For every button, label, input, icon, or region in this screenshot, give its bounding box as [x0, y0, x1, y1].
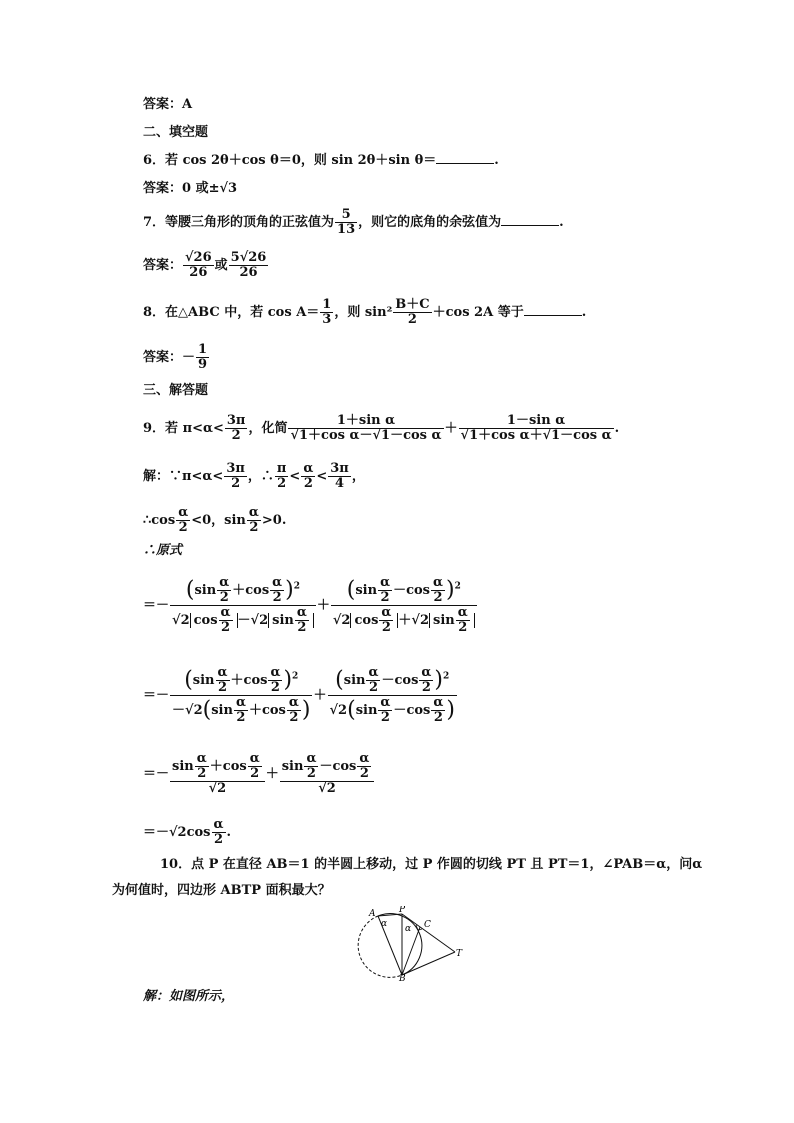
- s9-f3: $\frac{\alpha}{2}$: [303, 461, 314, 491]
- s9-l1d: <: [316, 469, 328, 484]
- a7-frac1: $\frac{√26}{26}$: [185, 250, 212, 280]
- q7-end: .: [559, 215, 564, 230]
- s9-expr3: [143, 752, 375, 796]
- q8-frac2: $\frac{B+C}{2}$: [395, 297, 430, 327]
- q9-frac3: $\frac{\text{1－sin α}}{\text{√1＋cos α＋√1－cos α}}$: [460, 413, 612, 443]
- q8-text1: 8．在△ABC 中，若 cos A＝: [143, 305, 320, 320]
- s9-final-half: $\frac{\alpha}{2}$: [213, 817, 224, 847]
- q7-blank: [501, 213, 559, 226]
- q8-end: .: [581, 305, 587, 320]
- s9-minus2: －: [156, 688, 170, 703]
- q8-frac1: $\frac{1}{3}$: [322, 297, 332, 327]
- s9-plus1: ＋: [316, 598, 330, 613]
- a7-or: 或: [214, 258, 228, 273]
- s9-minus1: －: [156, 598, 170, 613]
- s9-final-text: ＝－√2cos: [143, 825, 211, 840]
- s9-e3-frac2: sin $\frac{\alpha}{2}$ －cos $\frac{\alpha}{2}$ √2: [280, 752, 375, 796]
- s9-label: 解：: [143, 469, 170, 484]
- q8-text2: ，则 sin²: [334, 305, 393, 320]
- s9-eq2: ＝: [143, 688, 157, 703]
- question-10-line1: 10．点 P 在直径 AB＝1 的半圆上移动，过 P 作圆的切线 PT 且 PT＝1，∠PAB＝α，问α: [160, 857, 703, 872]
- section-solve-title: 三、解答题: [143, 383, 209, 398]
- s9-f4: $\frac{3\pi}{4}$: [330, 461, 349, 491]
- s9-e2-frac2: (sin $\frac{\alpha}{2}$ －cos $\frac{\alpha}{2}$ )$^2$ √2(sin $\frac{\alpha}{2}$ －cos $\frac{\alpha}{2}$ ): [329, 665, 455, 725]
- s9-f2: $\frac{\pi}{2}$: [276, 461, 287, 491]
- s10-start: 解：如图所示，: [143, 989, 235, 1004]
- section-fill-in-title: 二、填空题: [143, 125, 209, 140]
- question-6: [143, 151, 499, 170]
- q9-frac1: $\frac{3\pi}{2}$: [226, 413, 246, 443]
- segment-BT: [402, 952, 455, 975]
- label-B: B: [399, 974, 406, 982]
- q9-plus: ＋: [444, 421, 458, 436]
- answer-5: 答案：A: [143, 97, 193, 112]
- s9-plus2: ＋: [313, 688, 327, 703]
- q6-num: 6．若: [143, 153, 183, 168]
- s9-l2c: >0.: [261, 513, 287, 528]
- s9-eq1: ＝: [143, 598, 157, 613]
- s9-f1: $\frac{3\pi}{2}$: [226, 461, 245, 491]
- s9-expr1: [143, 576, 478, 635]
- s9-l2b: <0，sin: [191, 513, 246, 528]
- s9-half: $\frac{\alpha}{2}$: [178, 505, 189, 535]
- a8-frac: $\frac{1}{9}$: [198, 342, 208, 372]
- q6-expr: cos 2θ＋cos θ＝0，则 sin 2θ＋sin θ＝: [182, 153, 437, 168]
- q7-text2: ，则它的底角的余弦值为: [358, 215, 502, 230]
- question-8: [143, 298, 586, 327]
- s9-line1: [143, 462, 365, 491]
- answer-8: [143, 343, 210, 372]
- label-alpha-A: α: [381, 919, 388, 929]
- label-A: A: [369, 909, 376, 919]
- q9-end: .: [614, 421, 620, 436]
- q8-text3: ＋cos 2A 等于: [432, 305, 524, 320]
- q9-frac2: $\frac{\text{1＋sin α}}{\text{√1＋cos α－√1－cos α}}$: [290, 413, 442, 443]
- q9-text2: ，化简: [248, 421, 288, 436]
- question-7: [143, 208, 564, 237]
- s9-e3-frac1: sin $\frac{\alpha}{2}$ ＋cos $\frac{\alpha}{2}$ √2: [170, 752, 265, 796]
- s9-l1c: <: [289, 469, 301, 484]
- s9-plus3: ＋: [265, 766, 279, 782]
- q6-end: .: [494, 153, 499, 168]
- a6-text: 0 或±√3: [182, 181, 238, 196]
- s9-line3: ∴原式: [143, 543, 183, 558]
- q9-text1: 9．若 π<α<: [143, 421, 224, 436]
- s9-e1-frac1: (sin $\frac{\alpha}{2}$ ＋cos $\frac{\alpha}{2}$ )$^2$ √2 cos $\frac{\alpha}{2}$ －√2 sin $\frac{\alpha}{2}$: [170, 576, 316, 635]
- q6-blank: [436, 151, 494, 164]
- a8-label: 答案：－: [143, 350, 196, 365]
- segment-BC: [402, 927, 420, 975]
- label-T: T: [456, 949, 463, 959]
- answer-6: [143, 180, 237, 198]
- s9-l1a: ∵π<α<: [169, 469, 224, 484]
- label-P: P: [399, 906, 406, 915]
- question-10-line2: 为何值时，四边形 ABTP 面积最大？: [112, 883, 331, 898]
- question-9: [143, 414, 619, 443]
- s9-l1b: ，∴: [247, 469, 274, 484]
- s9-eq3: ＝: [143, 766, 157, 782]
- label-C: C: [424, 920, 431, 930]
- a7-frac2: $\frac{5√26}{26}$: [230, 250, 267, 280]
- q7-text1: 7．等腰三角形的顶角的正弦值为: [143, 215, 335, 230]
- s9-l2a: ∴cos: [143, 513, 176, 528]
- s9-l1e: ，: [351, 469, 365, 484]
- s9-final: [143, 818, 231, 847]
- a7-label: 答案：: [143, 258, 183, 273]
- s9-final-end: .: [226, 825, 232, 840]
- semicircle-figure: [352, 906, 472, 982]
- s9-expr2: [143, 666, 458, 725]
- a6-label: 答案：: [143, 181, 183, 196]
- label-alpha-P: α: [405, 924, 412, 934]
- s9-half: $\frac{\alpha}{2}$: [248, 505, 259, 535]
- s9-line2: [143, 506, 286, 535]
- s9-e1-frac2: (sin $\frac{\alpha}{2}$ －cos $\frac{\alpha}{2}$ )$^2$ √2 cos $\frac{\alpha}{2}$ ＋√2 sin $\frac{\alpha}{2}$: [331, 576, 477, 635]
- s9-e2-frac1: (sin $\frac{\alpha}{2}$ ＋cos $\frac{\alpha}{2}$ )$^2$ －√2(sin $\frac{\alpha}{2}$ ＋cos $\frac{\alpha}{2}$ ): [172, 665, 311, 725]
- q7-frac: $\frac{5}{13}$: [337, 207, 356, 237]
- q8-blank: [524, 303, 582, 316]
- s9-minus3: －: [156, 766, 170, 782]
- answer-7: [143, 251, 269, 280]
